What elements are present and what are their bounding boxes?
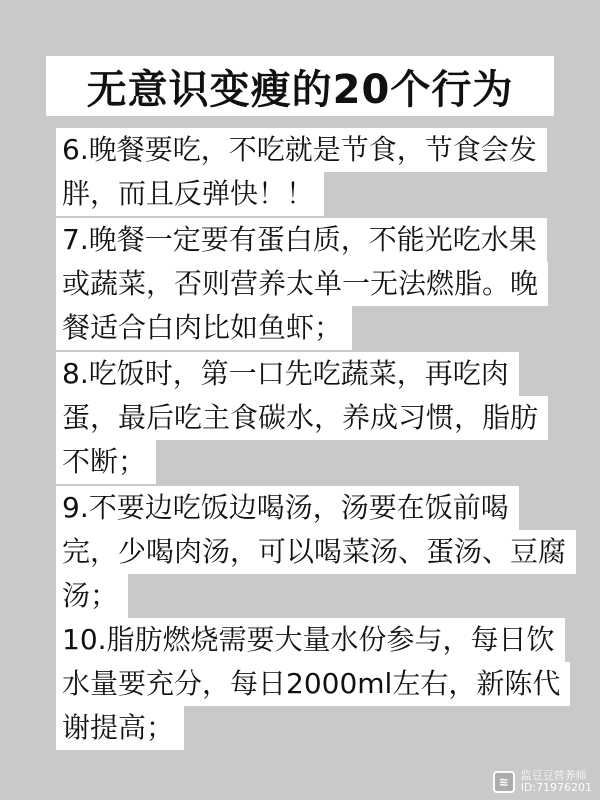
watermark-logo-icon: ≋	[493, 771, 515, 793]
watermark	[493, 768, 592, 796]
text-line: 胖，而且反弹快！！	[56, 172, 324, 216]
text-line: 餐适合白肉比如鱼虾；	[56, 306, 352, 350]
text-line: 9.不要边吃饭边喝汤，汤要在饭前喝	[56, 486, 519, 530]
text-line: 完，少喝肉汤，可以喝菜汤、蛋汤、豆腐	[56, 530, 576, 574]
text-line: 10.脂肪燃烧需要大量水份参与，每日饮	[56, 618, 565, 662]
text-line: 或蔬菜，否则营养太单一无法燃脂。晚	[56, 262, 548, 306]
text-line: 水量要充分，每日2000ml左右，新陈代	[56, 662, 570, 706]
watermark-id: ID:71976201	[520, 781, 592, 794]
text-line: 7.晚餐一定要有蛋白质，不能光吃水果	[56, 218, 547, 262]
text-line: 谢提高；	[56, 706, 184, 750]
text-line: 8.吃饭时，第一口先吃蔬菜，再吃肉	[56, 352, 519, 396]
text-line: 6.晚餐要吃，不吃就是节食，节食会发	[56, 128, 547, 172]
page-title: 无意识变瘦的20个行为	[86, 66, 514, 113]
text-line: 汤；	[56, 574, 128, 618]
title-box	[46, 56, 554, 116]
watermark-brand: 监豆豆营养师	[520, 769, 587, 782]
text-line: 蛋，最后吃主食碳水，养成习惯，脂肪	[56, 396, 548, 440]
text-line: 不断；	[56, 440, 156, 484]
watermark-text	[521, 770, 592, 794]
